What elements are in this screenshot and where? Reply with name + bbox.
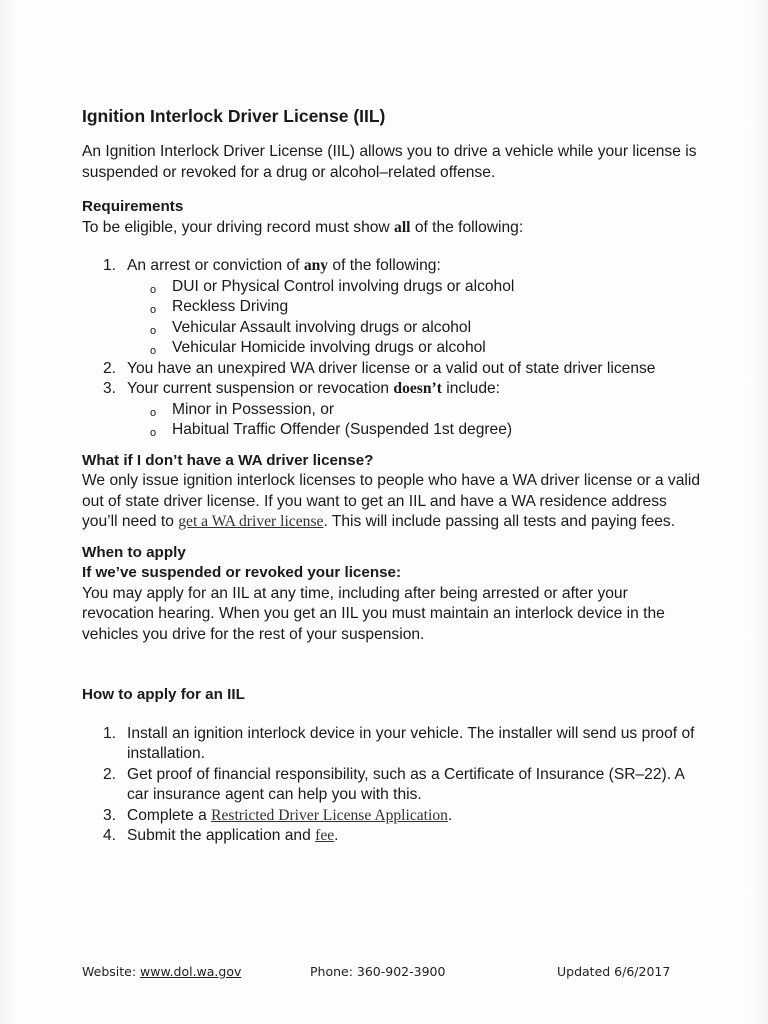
requirement-item: 3. Your current suspension or revocation doesn’t include: o Minor in Possession, or o Habitual Traffic Offender (Suspended 1st degree) xyxy=(82,379,702,441)
step-item: 1. Install an ignition interlock device in your vehicle. The installer will send us proof of installation. xyxy=(103,724,695,762)
bullet-icon: o xyxy=(150,324,157,337)
when-to-apply-paragraph: You may apply for an IIL at any time, including after being arrested or after your revocation hearing. When you get an IIL you must maintain an interlock device in the vehicles you drive for the rest of your suspension. xyxy=(82,584,665,643)
get-wa-license-link[interactable]: get a WA driver license xyxy=(178,513,324,530)
bullet-icon: o xyxy=(150,406,157,419)
when-to-apply-subheading: If we’ve suspended or revoked your license: xyxy=(82,564,402,581)
sub-list-item: o Vehicular Assault involving drugs or alcohol xyxy=(127,318,702,339)
footer-phone: Phone: 360-902-3900 xyxy=(310,964,446,979)
step-item: 3. Complete a Restricted Driver License Application. xyxy=(103,806,453,824)
fee-link[interactable]: fee xyxy=(315,827,335,844)
bullet-icon: o xyxy=(150,427,157,439)
when-to-apply-heading: When to apply xyxy=(82,543,186,561)
document-content xyxy=(82,104,702,847)
requirements-heading: Requirements xyxy=(82,198,184,215)
requirement-item: 1. An arrest or conviction of any of the following: o DUI or Physical Control involving drugs or alcohol o Reckless Driving o Vehicular Assault involving drugs or alcohol o Vehicular Homicide involving drugs or alcohol xyxy=(82,256,702,359)
sub-list-item: o Reckless Driving xyxy=(127,297,702,318)
page-footer xyxy=(82,964,702,984)
step-item: 2. Get proof of financial responsibility, such as a Certificate of Insurance (SR–22). A car insurance agent can help you with this. xyxy=(103,765,685,803)
footer-website: Website: www.dol.wa.gov xyxy=(82,964,242,979)
sub-list-item: o Habitual Traffic Offender (Suspended 1st degree) xyxy=(127,420,702,441)
sub-list-item: o DUI or Physical Control involving drugs or alcohol xyxy=(127,277,702,298)
requirement-item: 2. You have an unexpired WA driver license or a valid out of state driver license xyxy=(103,359,656,377)
page-title: Ignition Interlock Driver License (IIL) xyxy=(82,106,386,126)
exclusion-sublist xyxy=(127,400,702,441)
sub-list-item: o Minor in Possession, or xyxy=(127,400,702,421)
footer-updated-date: Updated 6/6/2017 xyxy=(557,964,671,979)
requirements-lead: To be eligible, your driving record must show all of the following: xyxy=(82,218,524,236)
intro-paragraph: An Ignition Interlock Driver License (IIL) allows you to drive a vehicle while your license is suspended or revoked for a drug or alcohol–related offense. xyxy=(82,143,697,181)
no-license-paragraph: We only issue ignition interlock licenses to people who have a WA driver license or a valid out of state driver license. If you want to get an IIL and have a WA residence address you’ll need to get a WA driver license. This will include passing all tests and paying fees. xyxy=(82,472,701,530)
how-to-apply-steps xyxy=(82,724,702,847)
how-to-apply-heading: How to apply for an IIL xyxy=(82,686,245,703)
bullet-icon: o xyxy=(150,283,157,296)
restricted-license-application-link[interactable]: Restricted Driver License Application xyxy=(211,806,448,824)
bullet-icon: o xyxy=(150,304,157,316)
bullet-icon: o xyxy=(150,345,157,357)
website-link[interactable]: www.dol.wa.gov xyxy=(140,964,242,979)
offense-sublist xyxy=(127,277,702,359)
sub-list-item: o Vehicular Homicide involving drugs or alcohol xyxy=(127,338,702,359)
step-item: 4. Submit the application and fee. xyxy=(103,827,339,844)
no-license-heading: What if I don’t have a WA driver license? xyxy=(82,451,374,469)
requirements-list xyxy=(82,256,702,441)
